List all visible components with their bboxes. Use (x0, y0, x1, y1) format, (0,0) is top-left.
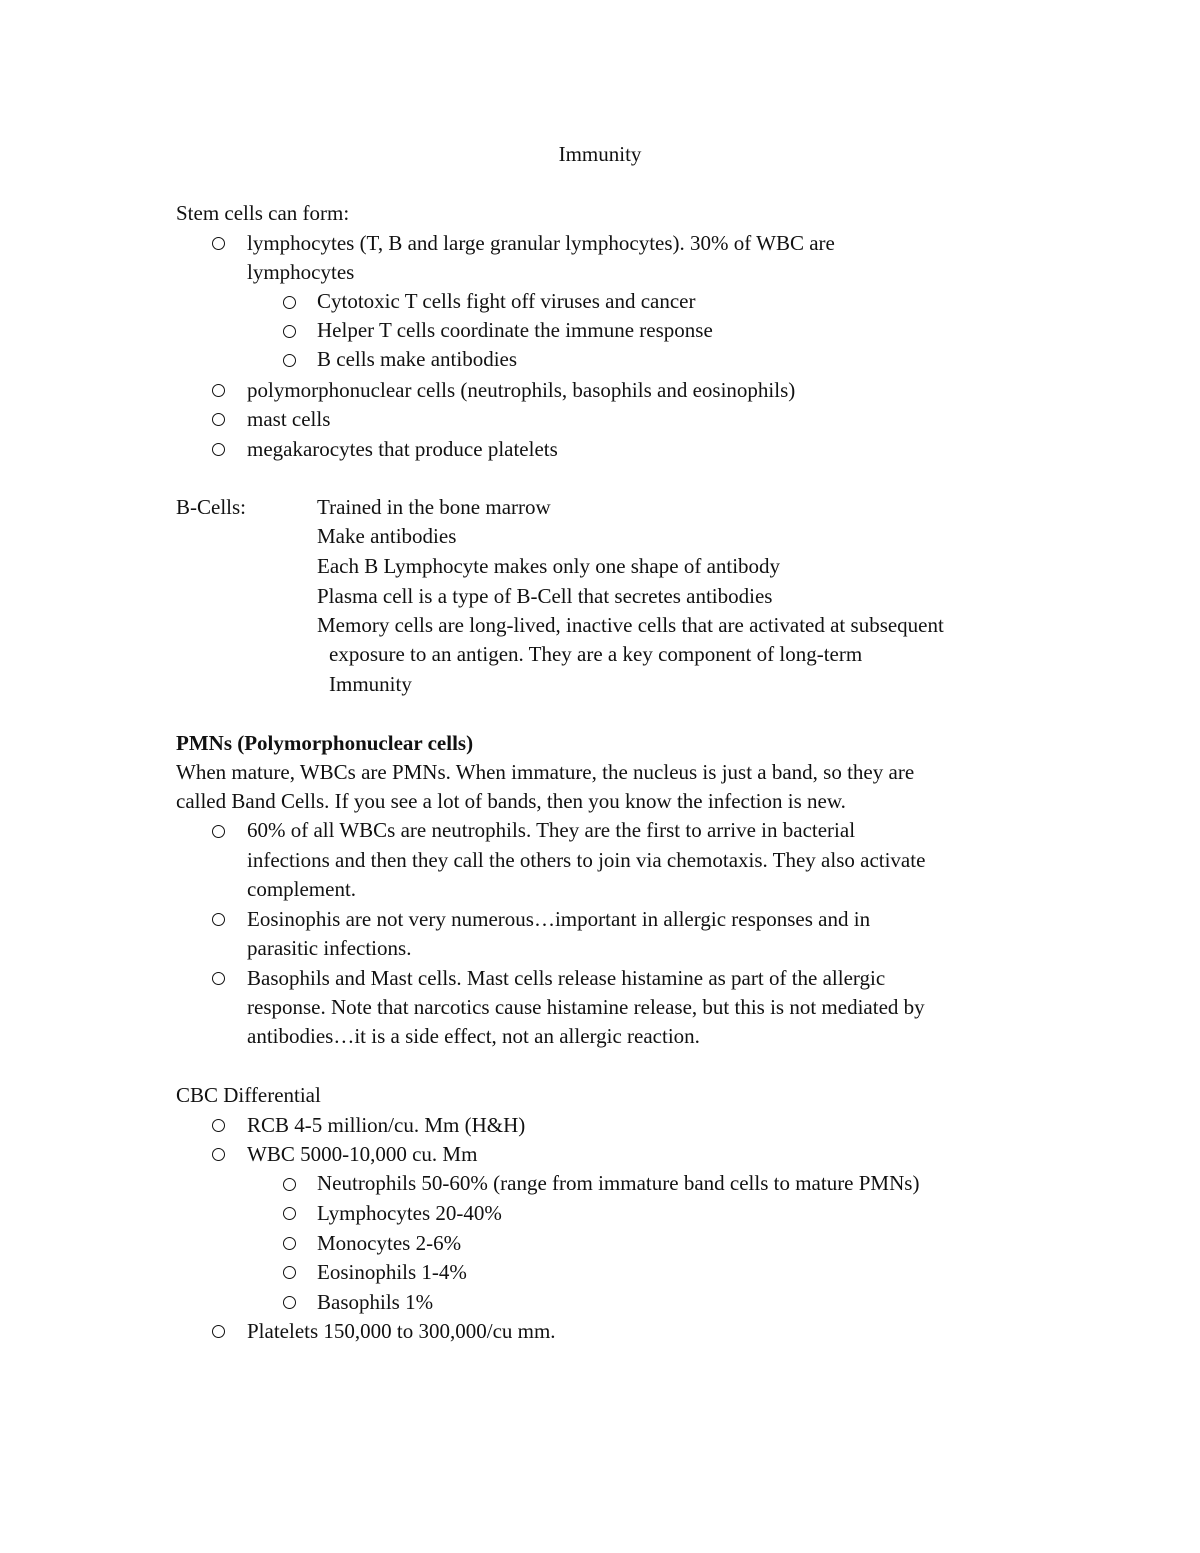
b-cells-line: Memory cells are long-lived, inactive cells that are activated at subsequent (317, 613, 944, 637)
bullet-icon (212, 825, 225, 838)
paragraph-line: called Band Cells. If you see a lot of bands, then you know the infection is new. (176, 789, 846, 813)
list-item: 60% of all WBCs are neutrophils. They are the first to arrive in bacterial (247, 818, 856, 842)
bullet-icon (212, 237, 225, 250)
bullet-icon (212, 1119, 225, 1132)
list-item: WBC 5000-10,000 cu. Mm (247, 1142, 478, 1166)
list-item: B cells make antibodies (317, 347, 518, 371)
bullet-icon (283, 1237, 296, 1250)
list-item: polymorphonuclear cells (neutrophils, basophils and eosinophils) (247, 378, 796, 402)
list-item: Neutrophils 50-60% (range from immature band cells to mature PMNs) (317, 1171, 920, 1195)
bullet-icon (212, 1325, 225, 1338)
bullet-icon (283, 296, 296, 309)
list-item: Platelets 150,000 to 300,000/cu mm. (247, 1319, 556, 1343)
list-item-continuation: response. Note that narcotics cause histamine release, but this is not mediated by (247, 995, 925, 1019)
bullet-icon (212, 413, 225, 426)
pmns-heading: PMNs (Polymorphonuclear cells) (176, 731, 474, 755)
stem-cells-heading: Stem cells can form: (176, 201, 350, 225)
list-item: Eosinophils 1-4% (317, 1260, 467, 1284)
paragraph-line: When mature, WBCs are PMNs. When immature, the nucleus is just a band, so they are (176, 760, 915, 784)
list-item: mast cells (247, 407, 331, 431)
b-cells-line-continuation: exposure to an antigen. They are a key component of long-term (329, 642, 863, 666)
list-item: lymphocytes (T, B and large granular lymphocytes). 30% of WBC are (247, 231, 835, 255)
list-item: Lymphocytes 20-40% (317, 1201, 502, 1225)
bullet-icon (283, 1266, 296, 1279)
document-title: Immunity (558, 142, 642, 166)
b-cells-line: Trained in the bone marrow (317, 495, 551, 519)
bullet-icon (212, 1148, 225, 1161)
list-item: Helper T cells coordinate the immune response (317, 318, 713, 342)
list-item-continuation: lymphocytes (247, 260, 355, 284)
list-item: Monocytes 2-6% (317, 1231, 462, 1255)
bullet-icon (283, 1296, 296, 1309)
bullet-icon (212, 972, 225, 985)
list-item-continuation: complement. (247, 877, 357, 901)
list-item: RCB 4-5 million/cu. Mm (H&H) (247, 1113, 526, 1137)
b-cells-line: Each B Lymphocyte makes only one shape of antibody (317, 554, 781, 578)
bullet-icon (283, 354, 296, 367)
bullet-icon (212, 443, 225, 456)
bullet-icon (283, 1178, 296, 1191)
b-cells-line: Plasma cell is a type of B-Cell that secretes antibodies (317, 584, 773, 608)
list-item-continuation: antibodies…it is a side effect, not an allergic reaction. (247, 1024, 700, 1048)
bullet-icon (283, 325, 296, 338)
list-item: Basophils 1% (317, 1290, 434, 1314)
bullet-icon (212, 384, 225, 397)
list-item: Eosinophis are not very numerous…important in allergic responses and in (247, 907, 871, 931)
list-item: megakarocytes that produce platelets (247, 437, 558, 461)
bullet-icon (283, 1207, 296, 1220)
list-item-continuation: parasitic infections. (247, 936, 412, 960)
list-item: Basophils and Mast cells. Mast cells release histamine as part of the allergic (247, 966, 886, 990)
list-item-continuation: infections and then they call the others to join via chemotaxis. They also activate (247, 848, 926, 872)
cbc-heading: CBC Differential (176, 1083, 321, 1107)
b-cells-line-continuation: Immunity (329, 672, 412, 696)
b-cells-label: B-Cells: (176, 495, 247, 519)
list-item: Cytotoxic T cells fight off viruses and cancer (317, 289, 696, 313)
b-cells-line: Make antibodies (317, 524, 457, 548)
bullet-icon (212, 913, 225, 926)
